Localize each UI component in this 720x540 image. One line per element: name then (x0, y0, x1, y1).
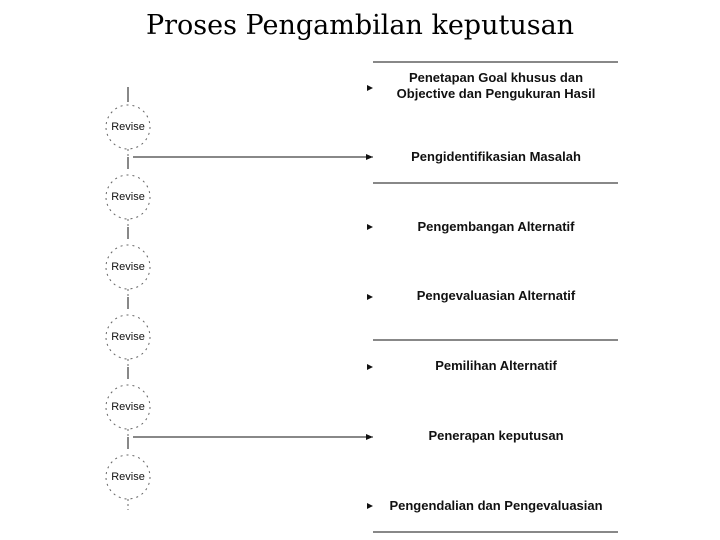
step-label: Pengendalian dan Pengevaluasian (389, 498, 603, 513)
step-arrow-marker (367, 224, 373, 230)
revise-label: Revise (111, 191, 145, 203)
page-title: Proses Pengambilan keputusan (145, 10, 575, 41)
step-label: Penetapan Goal khusus dan Objective dan Pengukuran Hasil (396, 70, 596, 101)
step-label: Pengembangan Alternatif (417, 219, 575, 234)
step-label: Pemilihan Alternatif (435, 358, 557, 373)
revise-label: Revise (111, 471, 145, 483)
step-label: Pengidentifikasian Masalah (411, 149, 581, 164)
step-arrow-marker (367, 85, 373, 91)
revise-label: Revise (111, 121, 145, 133)
revise-label: Revise (111, 331, 145, 343)
step-label: Pengevaluasian Alternatif (416, 288, 576, 303)
step-arrow-marker (367, 364, 373, 370)
step-arrow-marker (367, 503, 373, 509)
step-label: Penerapan keputusan (428, 428, 564, 443)
revise-label: Revise (111, 401, 145, 413)
revise-label: Revise (111, 261, 145, 273)
step-arrow-marker (367, 294, 373, 300)
